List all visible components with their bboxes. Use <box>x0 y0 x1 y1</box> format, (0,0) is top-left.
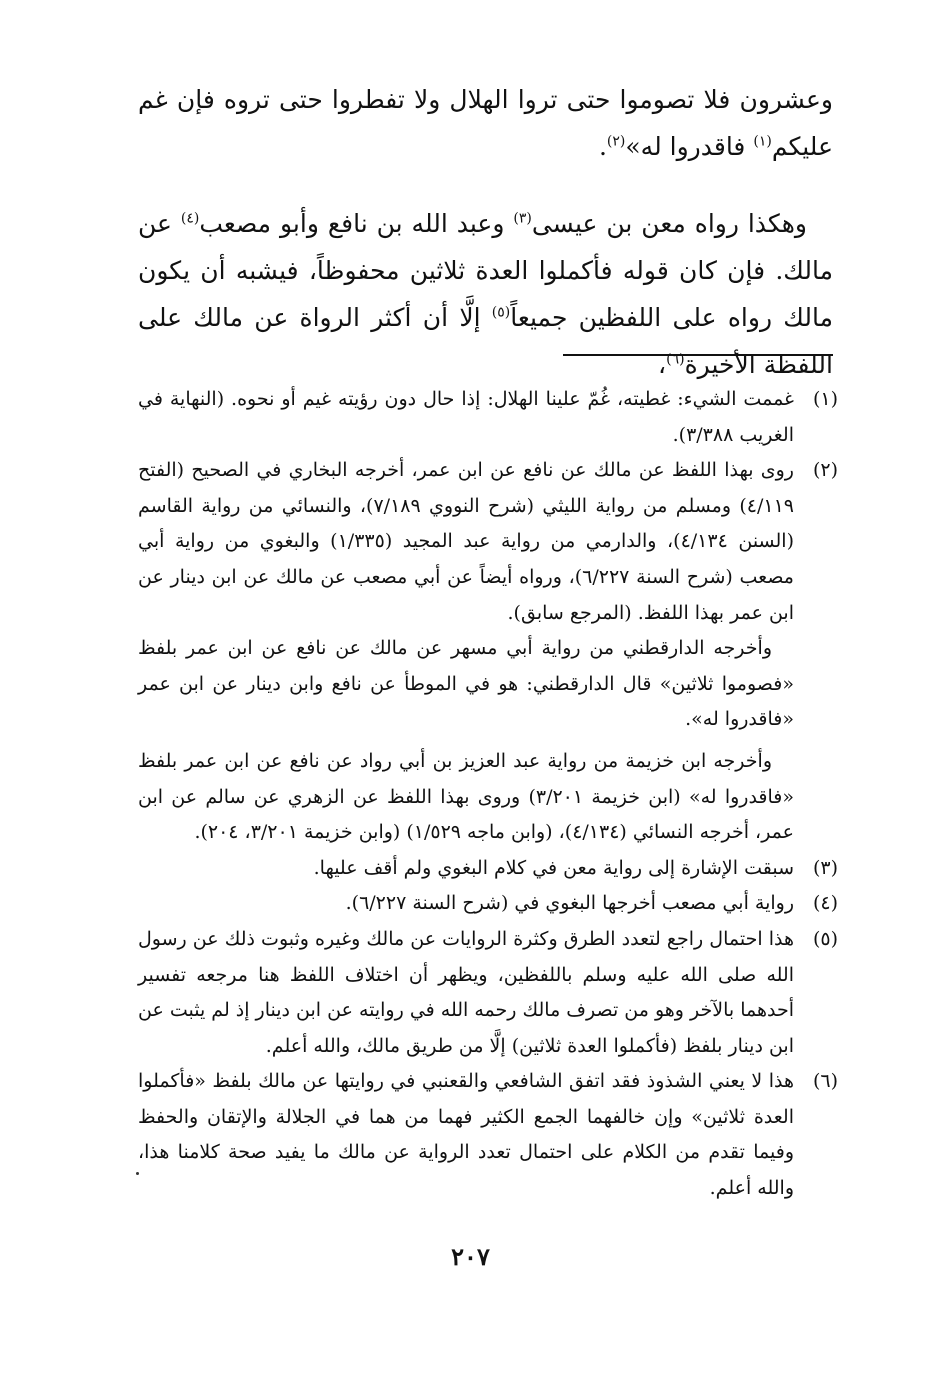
footnote-4 <box>138 886 838 922</box>
footnote-2 <box>138 453 838 851</box>
footnote-ref-6[interactable]: (٦) <box>666 351 685 368</box>
footnote-ref-2[interactable]: (٢) <box>606 133 626 150</box>
footnote-5 <box>138 922 838 1064</box>
footnote-ref-4[interactable]: (٤) <box>180 210 200 227</box>
main-text-span: وعشرون فلا تصوموا حتى تروا الهلال ولا تفطروا حتى تروه فإن غم عليكم <box>138 85 833 161</box>
footnote-ref-3[interactable]: (٣) <box>513 210 532 227</box>
footnote-text: وأخرجه الدارقطني من رواية أبي مسهر عن مالك عن نافع عن ابن عمر بلفظ «فصوموا ثلاثين» قال الدارقطني: هو في الموطأ عن نافع وابن دينار عن ابن عمر «فاقدروا له». <box>138 637 794 731</box>
footnote-text: هذا احتمال راجع لتعدد الطرق وكثرة الروايات عن مالك وغيره وثبوت ذلك عن رسول الله صلى الله عليه وسلم باللفظين، ويظهر أن اختلاف اللفظ هنا مرجعه تفسير أحدهما بالآخر وهو من تصرف مالك رحمه الله في روايته عن ابن دينار إذ لم يثبت عن ابن دينار بلفظ (فأكملوا العدة ثلاثين) إلَّا من طريق مالك، والله أعلم. <box>138 927 794 1057</box>
footnote-ref-5[interactable]: (٥) <box>491 304 511 321</box>
footnote-number: (٣) <box>812 856 838 879</box>
main-text <box>138 76 833 388</box>
main-paragraph-1 <box>138 76 833 170</box>
footnote-number: (٦) <box>812 1070 838 1093</box>
footnote-number: (٤) <box>812 892 838 915</box>
footnote-ref-1[interactable]: (١) <box>753 133 772 150</box>
footnote-text: وأخرجه ابن خزيمة من رواية عبد العزيز بن أبي رواد عن نافع عن ابن عمر بلفظ «فاقدروا له» (ابن خزيمة ٣/٢٠١) وروى بهذا اللفظ عن الزهري عن سالم عن ابن عمر، أخرجه النسائي (٤/١٣٤)، (وابن ماجه ١/٥٢٩) (وابن خزيمة ٣/٢٠١، ٢٠٤). <box>138 749 795 844</box>
footnote-number: (١) <box>812 388 838 410</box>
footnote-body <box>138 922 794 1064</box>
main-text-span: فاقدروا له» <box>625 132 754 161</box>
footnote-text: رواية أبي مصعب أخرجها البغوي في (شرح السنة ٦/٢٢٧). <box>345 892 794 915</box>
main-text-span: وهكذا رواه معن بن عيسى <box>531 209 807 238</box>
footnote-6 <box>138 1064 838 1206</box>
footnote-3 <box>138 851 838 887</box>
main-paragraph-2 <box>138 200 833 388</box>
main-text-span: . <box>598 132 607 161</box>
footnote-body <box>138 453 794 851</box>
footnote-body <box>138 1064 794 1206</box>
scan-speck <box>136 1172 139 1175</box>
footnote-number: (٢) <box>812 459 838 482</box>
footnote-text: سبقت الإشارة إلى رواية معن في كلام البغوي ولم أقف عليها. <box>313 856 794 879</box>
footnote-text: غممت الشيء: غطيته، غُمّ علينا الهلال: إذا حال دون رؤيته غيم أو نحوه. (النهاية في الغريب ٣/٣٨٨). <box>138 388 794 446</box>
footnote-body <box>138 851 794 887</box>
main-text-span: إلَّا أن أكثر الرواة عن مالك على اللفظة الأخيرة <box>138 303 833 379</box>
footnote-number: (٥) <box>812 927 838 950</box>
footnote-body <box>138 382 794 453</box>
main-text-span: ، <box>658 350 667 379</box>
footnote-text: هذا لا يعني الشذوذ فقد اتفق الشافعي والقعنبي في روايتها عن مالك بلفظ «فأكملوا العدة ثلاثين» وإن خالفهما الجمع الكثير فهما من هما في الجلالة والإتقان والحفظ وفيما تقدم من الكلام على احتمال تعدد الرواية عن مالك ما يفيد صحة كلامنا هذا، والله أعلم. <box>138 1070 794 1200</box>
footnote-1 <box>138 382 838 453</box>
footnotes <box>138 382 838 1207</box>
footnote-text: روى بهذا اللفظ عن مالك عن نافع عن ابن عمر، أخرجه البخاري في الصحيح (الفتح ٤/١١٩) ومسلم من رواية الليثي (شرح النووي ٧/١٨٩)، والنسائي من رواية القاسم (السنن ٤/١٣٤)، والدارمي من رواية عبد المجيد (١/٣٣٥) والبغوي من رواية أبي مصعب (شرح السنة ٦/٢٢٧)، ورواه أيضاً عن أبي مصعب عن مالك عن ابن دينار عن ابن عمر بهذا اللفظ. (المرجع سابق). <box>138 459 795 624</box>
footnote-body <box>138 886 794 922</box>
page-number: ٢٠٧ <box>451 1242 490 1271</box>
footnote-separator <box>563 354 833 356</box>
main-text-span: عن مالك. فإن كان قوله فأكملوا العدة ثلاثين محفوظاً، فيشبه أن يكون مالك رواه على اللفظين جميعاً <box>138 209 833 332</box>
main-text-span: وعبد الله بن نافع وأبو مصعب <box>199 209 514 238</box>
